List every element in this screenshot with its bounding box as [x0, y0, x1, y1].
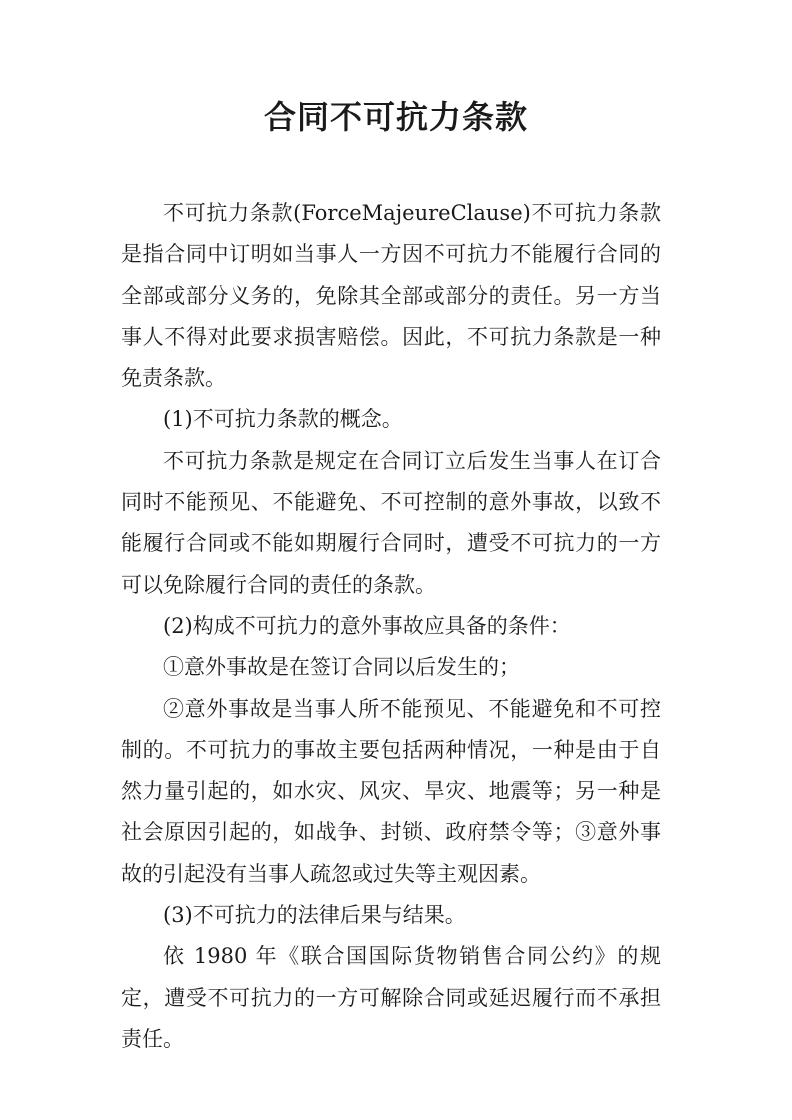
paragraph-heading-3: (3)不可抗力的法律后果与结果。 — [163, 903, 466, 928]
document-title: 合同不可抗力条款 — [263, 98, 528, 136]
paragraph-heading-2: (2)构成不可抗力的意外事故应具备的条件： — [163, 613, 571, 638]
paragraph-definition: 不可抗力条款是规定在合同订立后发生当事人在订合同时不能预见、不能避免、不可控制的意外事故，以致不能履行合同或不能如期履行合同时，遭受不可抗力的一方可以免除履行合同的责任的条款。 — [121, 448, 661, 597]
paragraph-condition-1: ①意外事故是在签订合同以后发生的； — [163, 655, 520, 680]
paragraph-heading-1: (1)不可抗力条款的概念。 — [163, 407, 403, 432]
paragraph-intro: 不可抗力条款(ForceMajeureClause)不可抗力条款是指合同中订明如当事人一方因不可抗力不能履行合同的全部或部分义务的，免除其全部或部分的责任。另一方当事人不得对此要求损害赔偿。因此，不可抗力条款是一种免责条款。 — [121, 201, 661, 391]
paragraph-consequence: 依 1980 年《联合国国际货物销售合同公约》的规定，遭受不可抗力的一方可解除合同或延迟履行而不承担责任。 — [121, 944, 661, 1051]
paragraph-condition-2: ②意外事故是当事人所不能预见、不能避免和不可控制的。不可抗力的事故主要包括两种情况，一种是由于自然力量引起的，如水灾、风灾、旱灾、地震等；另一种是社会原因引起的，如战争、封锁、政府禁令等；③意外事故的引起没有当事人疏忽或过失等主观因素。 — [121, 696, 661, 886]
document-body — [121, 193, 661, 1060]
